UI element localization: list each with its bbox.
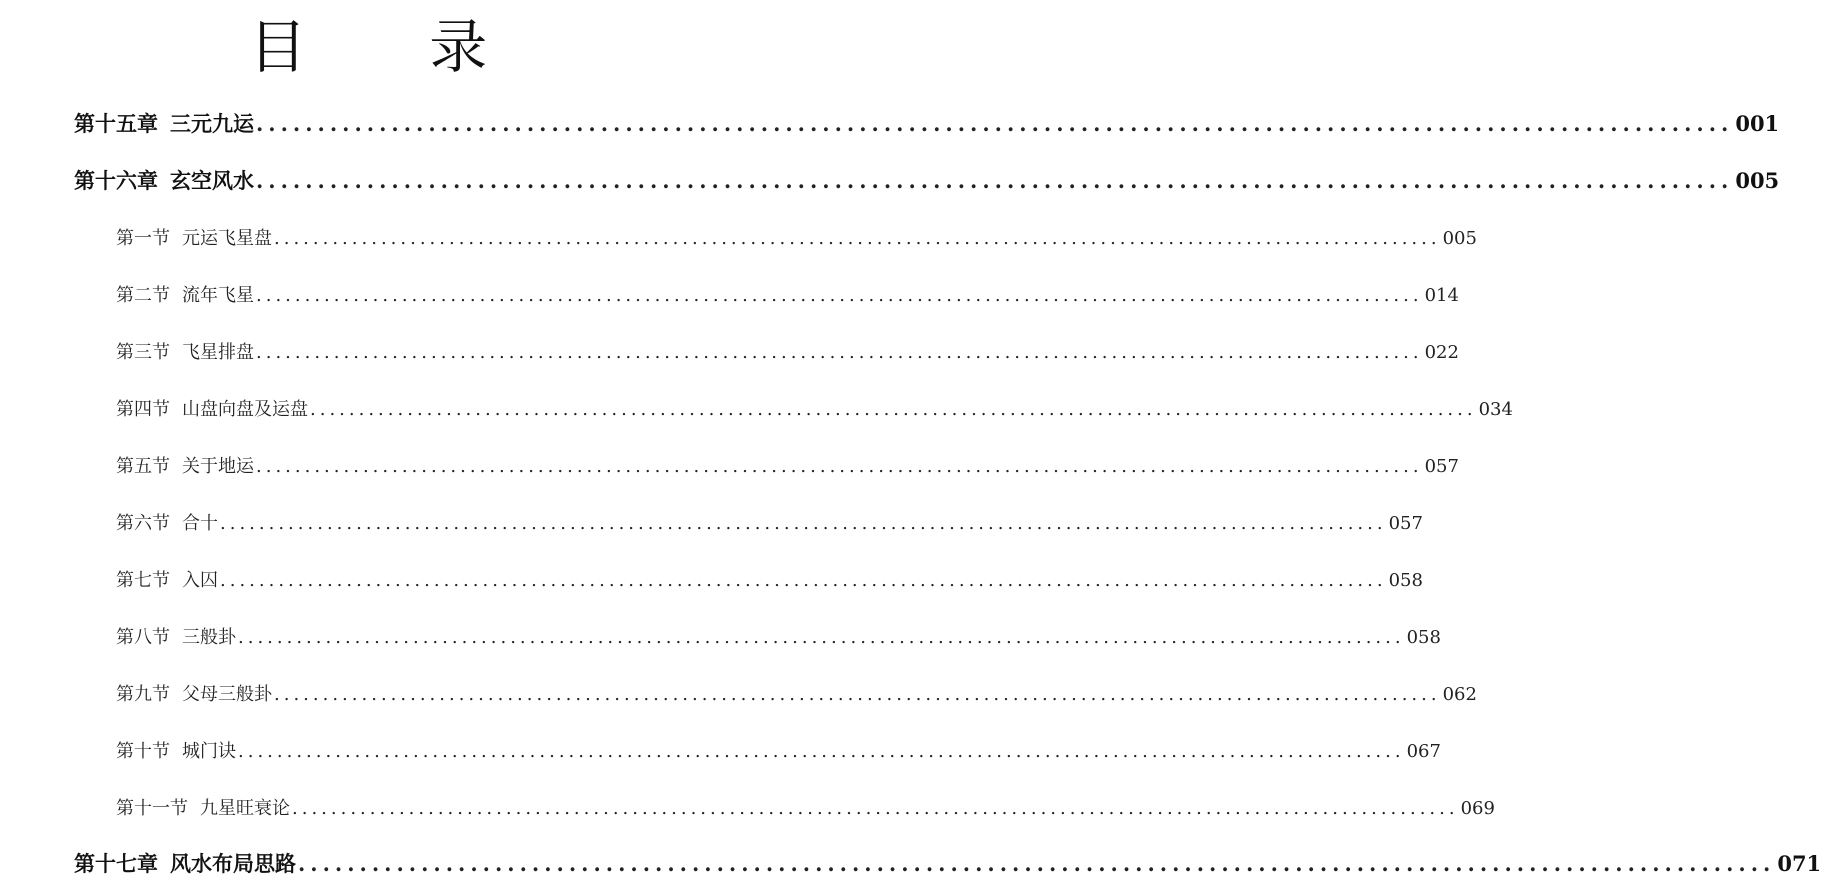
toc-leader-dots: ........................................................................................................................: [238, 627, 1405, 648]
toc-page-number: 067: [1406, 741, 1441, 762]
toc-entry-section: [116, 680, 1477, 706]
toc-entry-label: [74, 108, 254, 138]
toc-entry-label: [116, 452, 254, 478]
toc-entry-label: [116, 794, 290, 820]
toc-entry-number: 第十一节: [116, 798, 188, 819]
toc-entry-section: [116, 794, 1495, 820]
toc-entry-label: [74, 848, 296, 878]
toc-entry-section: [116, 509, 1423, 535]
toc-entry-label: [116, 566, 218, 592]
toc-entry-number: 第八节: [116, 627, 170, 648]
toc-leader-dots: ........................................................................................................................: [274, 228, 1441, 249]
toc-entry-title: 元运飞星盘: [182, 228, 272, 249]
toc-leader-dots: ........................................................................................................................: [292, 798, 1459, 819]
toc-page-number: 022: [1424, 342, 1459, 363]
toc-title: 目 录: [248, 13, 540, 81]
toc-page-number: 069: [1460, 798, 1495, 819]
toc-entry-number: 第二节: [116, 285, 170, 306]
toc-entry-section: [116, 623, 1441, 649]
toc-page-number: 034: [1478, 399, 1513, 420]
toc-entry-title: 山盘向盘及运盘: [182, 399, 308, 420]
toc-leader-dots: ........................................................................................................................: [256, 111, 1734, 136]
toc-entry-number: 第七节: [116, 570, 170, 591]
toc-entry-label: [116, 338, 254, 364]
toc-entry-section: [116, 566, 1423, 592]
toc-entry-number: 第九节: [116, 684, 170, 705]
toc-leader-dots: ........................................................................................................................: [256, 168, 1734, 193]
toc-page-number: 071: [1777, 851, 1821, 876]
toc-entry-number: 第十五章: [74, 111, 158, 136]
toc-entry-number: 第十六章: [74, 168, 158, 193]
toc-page-number: 057: [1388, 513, 1423, 534]
toc-entry-label: [116, 395, 308, 421]
toc-leader-dots: ........................................................................................................................: [298, 851, 1776, 876]
toc-entry-title: 三般卦: [182, 627, 236, 648]
toc-entry-section: [116, 395, 1513, 421]
toc-entry-title: 三元九运: [170, 111, 254, 136]
toc-entry-chapter: [74, 165, 1780, 195]
toc-entry-number: 第十七章: [74, 851, 158, 876]
toc-page-number: 058: [1388, 570, 1423, 591]
toc-leader-dots: ........................................................................................................................: [256, 456, 1423, 477]
toc-entry-section: [116, 338, 1459, 364]
toc-entry-label: [116, 680, 272, 706]
toc-entry-number: 第五节: [116, 456, 170, 477]
toc-page-number: 005: [1442, 228, 1477, 249]
toc-entry-section: [116, 281, 1459, 307]
toc-leader-dots: ........................................................................................................................: [256, 342, 1423, 363]
toc-entry-label: [116, 737, 236, 763]
toc-entry-title: 九星旺衰论: [200, 798, 290, 819]
toc-entry-title: 城门诀: [182, 741, 236, 762]
toc-page-number: 058: [1406, 627, 1441, 648]
toc-page-number: 005: [1735, 168, 1780, 193]
toc-entry-title: 风水布局思路: [170, 851, 296, 876]
toc-leader-dots: ........................................................................................................................: [256, 285, 1423, 306]
toc-entry-section: [116, 452, 1459, 478]
toc-entry-title: 合十: [182, 513, 218, 534]
toc-leader-dots: ........................................................................................................................: [220, 570, 1387, 591]
toc-entry-number: 第三节: [116, 342, 170, 363]
toc-entry-title: 父母三般卦: [182, 684, 272, 705]
toc-leader-dots: ........................................................................................................................: [274, 684, 1441, 705]
toc-entry-title: 流年飞星: [182, 285, 254, 306]
toc-page-number: 057: [1424, 456, 1459, 477]
toc-entry-label: [116, 224, 272, 250]
toc-entry-title: 关于地运: [182, 456, 254, 477]
toc-leader-dots: ........................................................................................................................: [238, 741, 1405, 762]
toc-leader-dots: ........................................................................................................................: [220, 513, 1387, 534]
toc-page-number: 001: [1735, 111, 1780, 136]
toc-entry-chapter: [74, 848, 1821, 878]
toc-entry-number: 第六节: [116, 513, 170, 534]
toc-entry-label: [116, 623, 236, 649]
toc-entry-title: 入囚: [182, 570, 218, 591]
toc-page-number: 014: [1424, 285, 1459, 306]
toc-page-number: 062: [1442, 684, 1477, 705]
toc-entry-title: 玄空风水: [170, 168, 254, 193]
toc-entry-section: [116, 737, 1441, 763]
toc-entry-label: [116, 281, 254, 307]
toc-entry-title: 飞星排盘: [182, 342, 254, 363]
toc-entry-label: [116, 509, 218, 535]
toc-entry-chapter: [74, 108, 1780, 138]
toc-entry-number: 第四节: [116, 399, 170, 420]
toc-leader-dots: ........................................................................................................................: [310, 399, 1477, 420]
toc-entry-number: 第一节: [116, 228, 170, 249]
toc-entry-label: [74, 165, 254, 195]
toc-entry-section: [116, 224, 1477, 250]
toc-entry-number: 第十节: [116, 741, 170, 762]
